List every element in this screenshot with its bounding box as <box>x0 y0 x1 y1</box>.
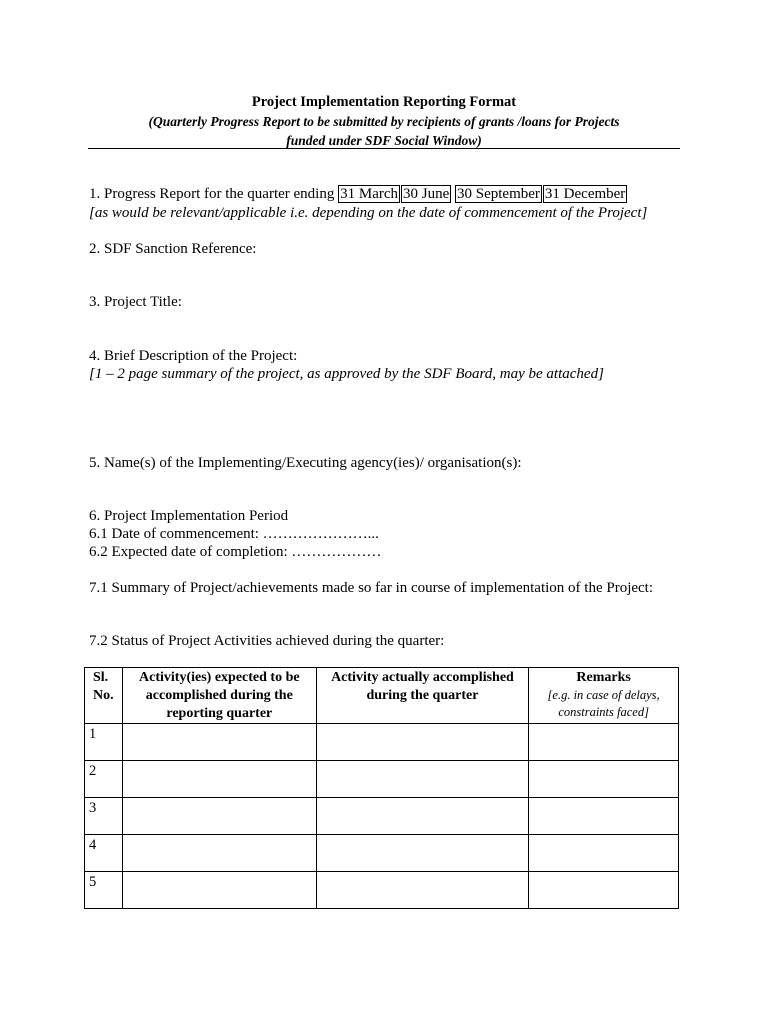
column-header-sl-no <box>85 668 123 724</box>
expected-activity-cell[interactable] <box>122 798 316 835</box>
row-number: 4 <box>85 835 123 872</box>
expected-activity-cell[interactable] <box>122 835 316 872</box>
remarks-cell[interactable] <box>529 872 679 909</box>
remarks-cell[interactable] <box>529 835 679 872</box>
quarter-option-30-september[interactable]: 30 September <box>457 186 540 202</box>
brief-description-label: 4. Brief Description of the Project: <box>89 348 298 364</box>
expected-activity-cell[interactable] <box>122 761 316 798</box>
progress-report-label: 1. Progress Report for the quarter ending <box>89 186 335 202</box>
document-subtitle-line-1: (Quarterly Progress Report to be submitted by recipients of grants /loans for Projects <box>148 114 620 129</box>
column-header-expected-activity: Activity(ies) expected to be accomplished during the reporting quarter <box>122 668 316 724</box>
table-row <box>85 872 679 909</box>
project-title-label: 3. Project Title: <box>89 294 182 310</box>
quarter-option-31-march[interactable]: 31 March <box>340 186 399 202</box>
table-row <box>85 724 679 761</box>
commencement-date-field: 6.1 Date of commencement: …………………... <box>89 526 379 542</box>
remarks-hint: [e.g. in case of delays, constraints faced] <box>547 688 660 719</box>
completion-date-field: 6.2 Expected date of completion: ……………… <box>89 544 382 560</box>
row-number: 2 <box>85 761 123 798</box>
column-header-remarks <box>529 668 679 724</box>
brief-description-note: [1 – 2 page summary of the project, as approved by the SDF Board, may be attached] <box>89 366 604 382</box>
progress-report-note: [as would be relevant/applicable i.e. depending on the date of commencement of the Project] <box>89 205 648 221</box>
expected-activity-cell[interactable] <box>122 724 316 761</box>
header-divider <box>88 148 680 149</box>
remarks-label: Remarks <box>576 670 631 685</box>
sanction-reference-label: 2. SDF Sanction Reference: <box>89 241 257 257</box>
table-header-row <box>85 668 679 724</box>
remarks-cell[interactable] <box>529 724 679 761</box>
row-number: 1 <box>85 724 123 761</box>
quarter-option-31-december[interactable]: 31 December <box>544 186 626 202</box>
column-header-sl: Sl. <box>93 670 109 685</box>
document-subtitle-line-2: funded under SDF Social Window) <box>286 133 482 148</box>
column-header-actual-activity: Activity actually accomplished during the quarter <box>316 668 529 724</box>
quarter-option-30-june[interactable]: 30 June <box>403 186 450 202</box>
actual-activity-cell[interactable] <box>316 761 529 798</box>
remarks-cell[interactable] <box>529 798 679 835</box>
remarks-cell[interactable] <box>529 761 679 798</box>
row-number: 3 <box>85 798 123 835</box>
row-number: 5 <box>85 872 123 909</box>
table-row <box>85 798 679 835</box>
progress-report-line <box>89 185 627 203</box>
document-title: Project Implementation Reporting Format <box>251 94 517 110</box>
column-header-no: No. <box>93 688 114 703</box>
agencies-label: 5. Name(s) of the Implementing/Executing agency(ies)/ organisation(s): <box>89 455 522 471</box>
implementation-period-heading: 6. Project Implementation Period <box>89 508 289 524</box>
actual-activity-cell[interactable] <box>316 872 529 909</box>
expected-activity-cell[interactable] <box>122 872 316 909</box>
activity-status-table <box>84 667 679 909</box>
actual-activity-cell[interactable] <box>316 798 529 835</box>
document-header <box>0 92 768 150</box>
table-row <box>85 761 679 798</box>
actual-activity-cell[interactable] <box>316 835 529 872</box>
summary-label: 7.1 Summary of Project/achievements made so far in course of implementation of the Project: <box>89 580 654 596</box>
actual-activity-cell[interactable] <box>316 724 529 761</box>
status-heading: 7.2 Status of Project Activities achieved during the quarter: <box>89 633 445 649</box>
table-row <box>85 835 679 872</box>
